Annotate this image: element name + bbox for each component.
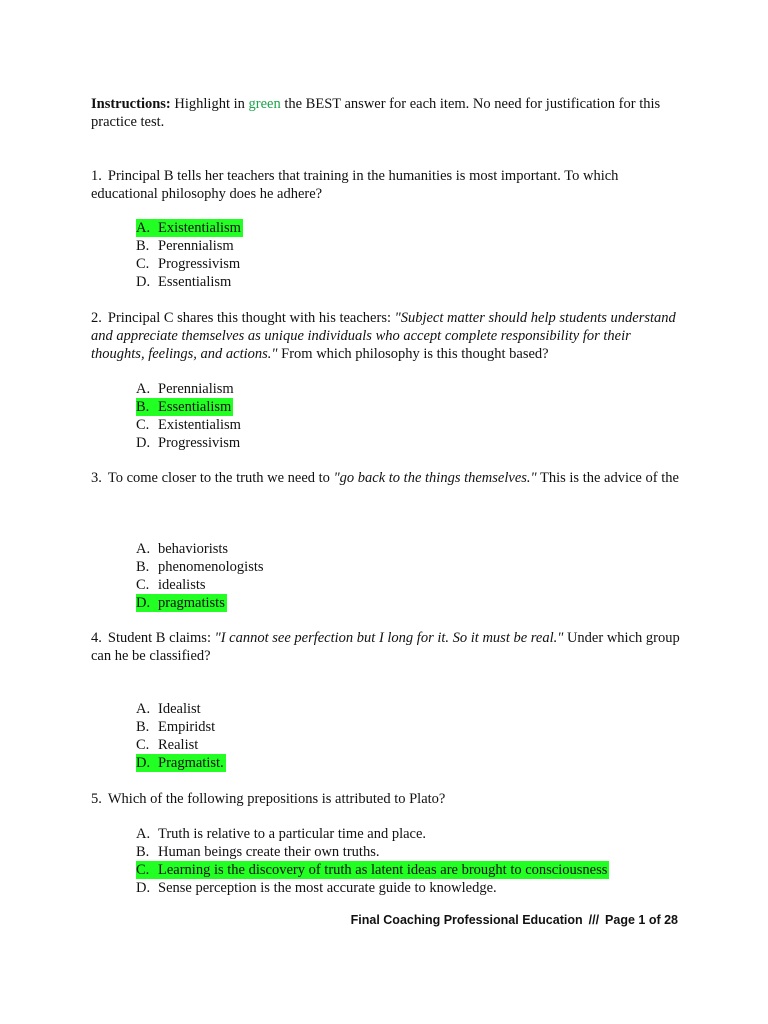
- option-item: [136, 736, 226, 754]
- option-highlighted-answer: [136, 594, 227, 612]
- option-item: [136, 255, 243, 273]
- option-item: [136, 540, 266, 558]
- question-3-options: [136, 540, 266, 612]
- option-text: Progressivism: [158, 256, 241, 272]
- footer-page-number: Page 1 of 28: [605, 913, 678, 927]
- option-letter: A.: [136, 381, 151, 397]
- option-letter: B.: [136, 399, 150, 415]
- question-quote: "I cannot see perfection but I long for it. So it must be real.": [214, 630, 564, 646]
- option: [136, 736, 200, 754]
- option-letter: C.: [136, 417, 150, 433]
- instructions-text-before: Highlight in: [170, 96, 249, 112]
- option: [136, 540, 230, 558]
- question-text: Principal B tells her teachers that training in the humanities is most important. To which educational philosophy does he adhere?: [91, 168, 619, 202]
- option-letter: A.: [136, 826, 151, 842]
- question-quote: "go back to the things themselves.": [333, 470, 537, 486]
- option-letter: C.: [136, 737, 150, 753]
- option-item: [136, 219, 243, 237]
- option: [136, 576, 208, 594]
- question-text: Principal C shares this thought with his teachers:: [107, 310, 395, 326]
- option-text: Sense perception is the most accurate guide to knowledge.: [158, 880, 497, 896]
- option-text: Perennialism: [158, 238, 234, 254]
- option-text: Essentialism: [158, 274, 232, 290]
- option-letter: D.: [136, 595, 151, 611]
- question-number: 2.: [91, 310, 102, 326]
- option-highlighted-answer: [136, 398, 233, 416]
- option-text: idealists: [158, 577, 206, 593]
- option-item: [136, 576, 266, 594]
- question-5-stem: [91, 790, 681, 808]
- option: [136, 718, 217, 736]
- option: [136, 380, 236, 398]
- question-text-after: From which philosophy is this thought based?: [277, 346, 549, 362]
- option-highlighted-answer: [136, 861, 609, 879]
- question-3-stem: [91, 469, 681, 487]
- question-4-stem: [91, 629, 681, 665]
- option-item: [136, 861, 609, 879]
- question-text-after: This is the advice of the: [536, 470, 679, 486]
- page-footer: [351, 913, 678, 927]
- option-text: Existentialism: [158, 417, 241, 433]
- option-letter: D.: [136, 435, 151, 451]
- option-text: Essentialism: [158, 399, 232, 415]
- option: [136, 558, 266, 576]
- option-text: Existentialism: [158, 220, 241, 236]
- instructions-paragraph: [91, 95, 681, 131]
- option: [136, 255, 242, 273]
- option-text: pragmatists: [158, 595, 225, 611]
- option: [136, 879, 499, 897]
- question-2-options: [136, 380, 243, 452]
- option: [136, 825, 428, 843]
- option-text: behaviorists: [158, 541, 229, 557]
- instructions-lead: Instructions:: [91, 96, 171, 112]
- option-text: Idealist: [158, 701, 201, 717]
- option-letter: C.: [136, 862, 150, 878]
- question-number: 5.: [91, 791, 102, 807]
- question-text-after: Under which group can he be classified?: [91, 630, 680, 664]
- option-text: Perennialism: [158, 381, 234, 397]
- option-letter: B.: [136, 719, 150, 735]
- question-1-stem: [91, 167, 681, 203]
- question-text: Which of the following prepositions is attributed to Plato?: [107, 791, 446, 807]
- option: [136, 273, 233, 291]
- question-4-options: [136, 700, 226, 772]
- option-item: [136, 879, 609, 897]
- option-item: [136, 754, 226, 772]
- footer-title: Final Coaching Professional Education: [350, 913, 583, 927]
- option-letter: B.: [136, 238, 150, 254]
- question-number: 1.: [91, 168, 102, 184]
- option-letter: C.: [136, 577, 150, 593]
- question-1-options: [136, 219, 243, 291]
- question-number: 3.: [91, 470, 102, 486]
- option-text: Progressivism: [158, 435, 241, 451]
- instructions-green-word: green: [248, 96, 281, 112]
- option-letter: A.: [136, 220, 151, 236]
- option-highlighted-answer: [136, 754, 226, 772]
- instructions-text-after: the BEST answer for each item. No need for justification for this practice test.: [91, 96, 661, 130]
- option-text: phenomenologists: [158, 559, 264, 575]
- option-text: Empiridst: [158, 719, 216, 735]
- question-text: To come closer to the truth we need to: [107, 470, 334, 486]
- question-2-stem: [91, 309, 681, 363]
- option-letter: D.: [136, 755, 151, 771]
- option-letter: A.: [136, 541, 151, 557]
- option-item: [136, 558, 266, 576]
- option-item: [136, 273, 243, 291]
- option-item: [136, 718, 226, 736]
- option-item: [136, 398, 243, 416]
- option-text: Realist: [158, 737, 199, 753]
- option-letter: D.: [136, 880, 151, 896]
- option-letter: B.: [136, 559, 150, 575]
- option: [136, 237, 236, 255]
- option: [136, 434, 242, 452]
- question-text: Student B claims:: [107, 630, 215, 646]
- question-quote: "Subject matter should help students understand and appreciate themselves as unique individuals who accept complete responsibility for their thoughts, feelings, and actions.": [91, 310, 676, 362]
- option: [136, 843, 381, 861]
- option-item: [136, 380, 243, 398]
- option-letter: C.: [136, 256, 150, 272]
- option-letter: D.: [136, 274, 151, 290]
- option: [136, 700, 203, 718]
- question-number: 4.: [91, 630, 102, 646]
- option-item: [136, 843, 609, 861]
- option: [136, 416, 243, 434]
- option-highlighted-answer: [136, 219, 243, 237]
- option-text: Human beings create their own truths.: [158, 844, 380, 860]
- question-5-options: [136, 825, 609, 897]
- option-text: Truth is relative to a particular time and place.: [158, 826, 427, 842]
- option-text: Learning is the discovery of truth as latent ideas are brought to consciousness: [158, 862, 608, 878]
- option-item: [136, 416, 243, 434]
- option-item: [136, 434, 243, 452]
- option-text: Pragmatist.: [158, 755, 224, 771]
- footer-separator: ///: [588, 913, 600, 927]
- option-letter: A.: [136, 701, 151, 717]
- option-item: [136, 700, 226, 718]
- option-item: [136, 825, 609, 843]
- option-item: [136, 237, 243, 255]
- option-letter: B.: [136, 844, 150, 860]
- option-item: [136, 594, 266, 612]
